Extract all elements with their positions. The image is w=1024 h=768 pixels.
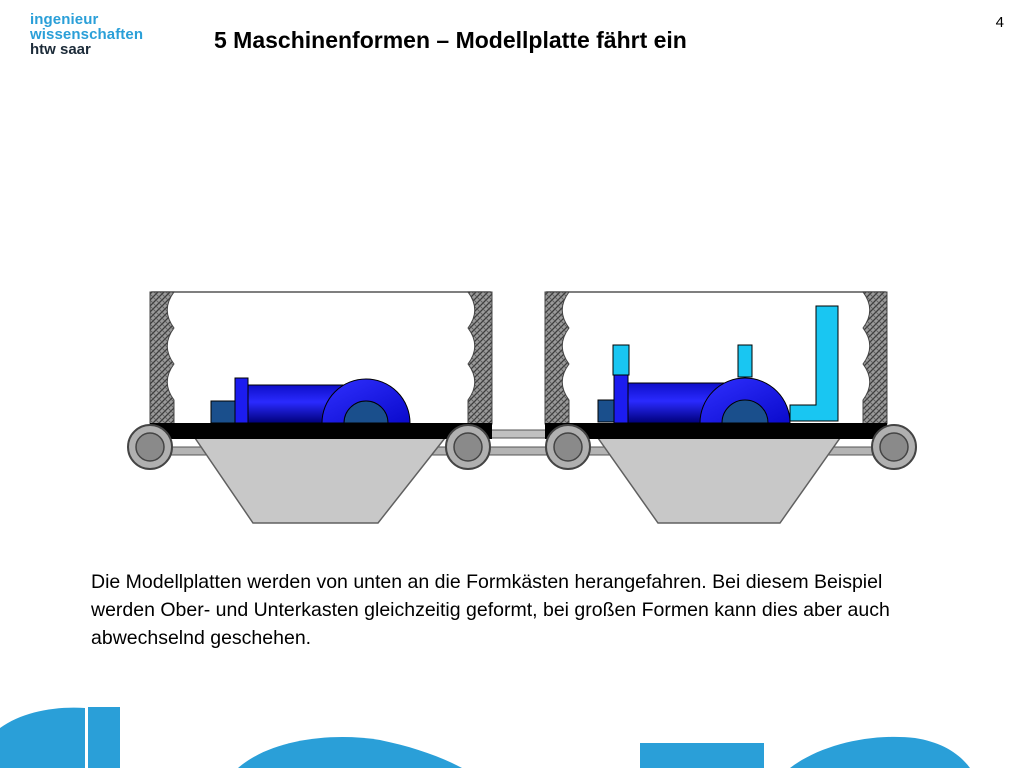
body-paragraph: Die Modellplatten werden von unten an die Formkästen herangefahren. Bei diesem Beispiel werden Ober- und Unterkasten gleichzeitig geformt, bei großen Formen kann dies aber auch abwechselnd geschehen. <box>91 571 890 649</box>
logo-line-htw-saar: htw saar <box>30 41 91 58</box>
logo-line-wissenschaften: wissenschaften <box>30 26 144 43</box>
slide-title: 5 Maschinenformen – Modellplatte fährt ein <box>214 27 687 53</box>
logo-line-ingenieur: ingenieur <box>30 11 99 28</box>
page-number: 4 <box>995 14 1004 31</box>
